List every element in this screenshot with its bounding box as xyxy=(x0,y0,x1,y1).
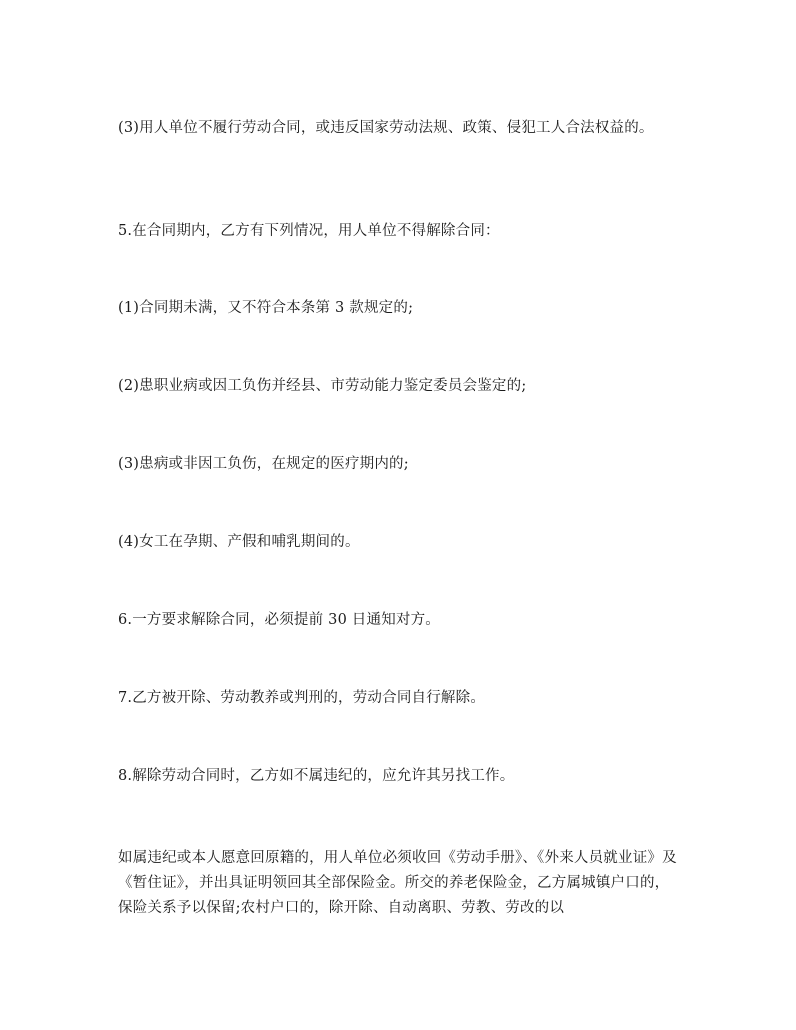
paragraph-clause-5-item-3: (3)患病或非因工负伤，在规定的医疗期内的; xyxy=(118,456,409,472)
paragraph-clause-5-item-2: (2)患职业病或因工负伤并经县、市劳动能力鉴定委员会鉴定的; xyxy=(118,378,527,394)
paragraph-clause-7: 7.乙方被开除、劳动教养或判刑的，劳动合同自行解除。 xyxy=(118,690,486,706)
paragraph-clause-5-heading: 5.在合同期内，乙方有下列情况，用人单位不得解除合同： xyxy=(118,223,500,239)
paragraph-violation-return: 如属违纪或本人愿意回原籍的，用人单位必须收回《劳动手册》、《外来人员就业证》及《暂住证》，并出具证明领回其全部保险金。所交的养老保险金，乙方属城镇户口的，保险关系予以保留;农村户口的，除开除、自动离职、劳教、劳改的以 xyxy=(118,850,677,916)
paragraph-clause-5-item-1: (1)合同期未满，又不符合本条第 3 款规定的; xyxy=(118,300,414,316)
paragraph-clause-5-item-4: (4)女工在孕期、产假和哺乳期间的。 xyxy=(118,534,360,550)
paragraph-clause-3-employer-breach: (3)用人单位不履行劳动合同，或违反国家劳动法规、政策、侵犯工人合法权益的。 xyxy=(118,120,654,136)
paragraph-clause-6: 6.一方要求解除合同，必须提前 30 日通知对方。 xyxy=(118,612,441,628)
paragraph-clause-8: 8.解除劳动合同时，乙方如不属违纪的，应允许其另找工作。 xyxy=(118,768,515,784)
